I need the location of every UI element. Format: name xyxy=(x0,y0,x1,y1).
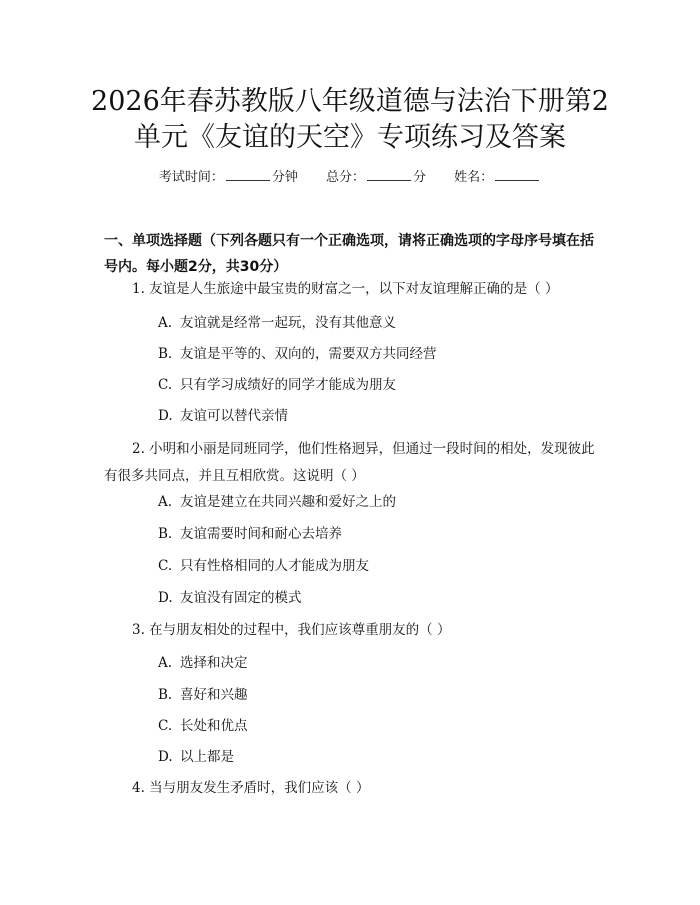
exam-time-label: 考试时间： xyxy=(158,170,224,185)
question-2-option-b xyxy=(158,524,598,544)
exam-time-blank xyxy=(226,168,270,181)
total-score-blank xyxy=(367,168,411,181)
option-letter: B. xyxy=(158,687,173,703)
question-2-option-d xyxy=(158,588,598,608)
option-letter: A. xyxy=(158,315,173,331)
question-3-option-a xyxy=(158,653,598,673)
option-letter: C. xyxy=(158,558,173,574)
question-1-option-b xyxy=(158,344,598,364)
question-4: 4. 当与朋友发生矛盾时，我们应该（ ） xyxy=(132,780,370,796)
document-title-line-2: 单元《友谊的天空》专项练习及答案 xyxy=(134,122,566,153)
document-title-line-1: 2026年春苏教版八年级道德与法治下册第2 xyxy=(91,86,609,117)
option-text: 喜好和兴趣 xyxy=(180,687,248,703)
option-letter: D. xyxy=(158,749,173,765)
option-letter: B. xyxy=(158,526,173,542)
option-text: 友谊可以替代亲情 xyxy=(180,408,288,424)
exam-info-row xyxy=(0,168,700,188)
student-name-blank xyxy=(495,168,539,181)
section-heading: 一、单项选择题（下列各题只有一个正确选项，请将正确选项的字母序号填在括号内。每小题2分，共30分） xyxy=(104,233,594,275)
question-3-option-b xyxy=(158,685,598,705)
question-3-option-c xyxy=(158,716,598,736)
option-letter: D. xyxy=(158,408,173,424)
option-text: 友谊没有固定的模式 xyxy=(180,590,302,606)
option-letter: C. xyxy=(158,377,173,393)
option-text: 友谊是平等的、双向的，需要双方共同经营 xyxy=(180,346,437,362)
student-name-label: 姓名： xyxy=(454,170,494,185)
option-letter: B. xyxy=(158,346,173,362)
total-score-unit: 分 xyxy=(413,170,427,185)
question-2-option-a xyxy=(158,492,598,512)
option-text: 长处和优点 xyxy=(180,718,248,734)
question-2-option-c xyxy=(158,556,598,576)
option-text: 只有性格相同的人才能成为朋友 xyxy=(180,558,369,574)
exam-time-unit: 分钟 xyxy=(271,170,298,185)
question-3: 3. 在与朋友相处的过程中，我们应该尊重朋友的（ ） xyxy=(132,622,451,638)
option-text: 选择和决定 xyxy=(180,655,248,671)
option-text: 友谊就是经常一起玩，没有其他意义 xyxy=(180,315,396,331)
total-score-label: 总分： xyxy=(325,170,365,185)
question-3-option-d xyxy=(158,747,598,767)
option-text: 友谊需要时间和耐心去培养 xyxy=(180,526,342,542)
total-score-field xyxy=(326,168,426,188)
option-letter: C. xyxy=(158,718,173,734)
question-1-option-a xyxy=(158,313,598,333)
question-1: 1. 友谊是人生旅途中最宝贵的财富之一，以下对友谊理解正确的是（ ） xyxy=(132,281,559,297)
question-2: 2. 小明和小丽是同班同学，他们性格迥异，但通过一段时间的相处，发现彼此有很多共同点，并且互相欣赏。这说明（ ） xyxy=(104,441,595,484)
exam-time-field xyxy=(159,168,298,188)
option-letter: A. xyxy=(158,655,173,671)
option-text: 友谊是建立在共同兴趣和爱好之上的 xyxy=(180,494,396,510)
option-text: 只有学习成绩好的同学才能成为朋友 xyxy=(180,377,396,393)
option-letter: D. xyxy=(158,590,173,606)
option-text: 以上都是 xyxy=(180,749,234,765)
question-1-option-c xyxy=(158,375,598,395)
option-letter: A. xyxy=(158,494,173,510)
student-name-field xyxy=(454,168,541,188)
question-1-option-d xyxy=(158,406,598,426)
